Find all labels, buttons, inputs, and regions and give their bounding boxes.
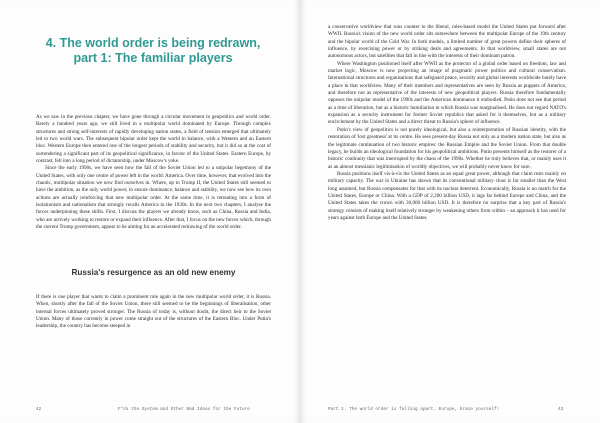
paragraph: If there is one player that wants to claim a prominent role again in the new multipolar world order, it is Russia. When, shortly after the fall of the Soviet Union, there still seemed to be the beginnings of liberalisation, other internal forces ultimately proved stronger. The Russia of today is, without doubt, the direct heir to the Soviet Union. Many of those currently in power come straight out of the structures of the Eastern Bloc. Under Putin's leadership, the country has become steeped in — [36, 294, 271, 330]
paragraph: Putin's view of geopolitics is not purely ideological, but also a reinterpretation of Russian identity, with the restoration of 'lost greatness' at its centre. He sees present-day Russia not only as a modern nation state, but also as the legitimate continuation of two historic empires: the Russian Empire and the Soviet Union. From that double legacy, he builds an ideological foundation for his geopolitical ambitions. Putin presents himself as the restorer of a historic continuity that was interrupted by the chaos of the 1990s. Whether he truly believes that, or mainly uses it as an almost messianic legitimisation of worldly objectives, we will probably never know for sure. — [328, 126, 566, 170]
chapter-title-line-1: 4. The world order is being redrawn, — [45, 36, 261, 50]
paragraph: Russia positions itself vis-à-vis the United States as an equal great power, although that claim rests mainly on military capacity. The war in Ukraine has shown that its conventional military clout is far smaller than the West long assumed, but Russia compensates for that with its nuclear deterrent. Economically, Russia is no match for the United States, Europe or China. With a GDP of 2,200 billion USD, it lags far behind Europe and China, and the United States takes the crown with 30,000 billion USD. It is therefore no surprise that a key part of Russia's strategy consists of making itself relatively stronger by weakening others from within – an approach it has used for years against both Europe and the United States. — [328, 170, 566, 221]
right-page — [300, 0, 600, 423]
section-body-text — [36, 294, 271, 331]
paragraph: As we saw in the previous chapter, we have gone through a circular movement in geopolitics and world order. Barely a hundred years ago, we still lived in a multipolar world dominated by Europe. Through complex structures and strong self-interests of rapidly developing nation states, a field of tension emerged that ultimately led to two world wars. The subsequent bipolar order kept the world in balance, with a Western and an Eastern bloc. Western Europe then entered one of the longest periods of stability and security, but it did so at the cost of surrendering a significant part of its geopolitical significance, in favour of the United States. Eastern Europe, by contrast, fell into a long period of dictatorship, under Moscow's yoke. — [36, 114, 271, 165]
paragraph: Where Washington positioned itself after WWII as the protector of a global order based on freedom, law and market logic, Moscow is now projecting an image of pragmatic power politics and cultural conservatism. International structures and organisations that safeguard peace, security and global interests worldwide barely have a place in that worldview. Many of their members and representatives are seen by Russia as puppets of America, and therefore not as representative of the interests of new geopolitical players. Russia therefore fundamentally opposes the unipolar model of the 1990s and the American dominance it embodied. Putin does not see that period as a time of liberation, but as a historic humiliation in which Russia was marginalised. He does not regard NATO's expansion as a security instrument for former Soviet republics that asked for it themselves, but as a military encirclement by the United States and a direct threat to Russia's sphere of influence. — [328, 60, 566, 126]
page-number-right: 43 — [558, 407, 564, 412]
running-footer-left: F*ck the System and Other Bad Ideas for the Future — [118, 407, 250, 412]
chapter-title-line-2: part 1: The familiar players — [73, 51, 233, 65]
page-number-left: 42 — [36, 407, 42, 412]
section-heading: Russia's resurgence as an old new enemy — [71, 268, 236, 277]
running-footer-right: Part 1. The world order is falling apart. Europe, brace yourself! — [328, 407, 500, 412]
right-body-text — [328, 24, 566, 222]
left-body-text — [36, 114, 271, 232]
paragraph: Since the early 1990s, we have seen how the fall of the Soviet Union led to a unipolar hegemony of the United States, with only one centre of power left in the world: America. Over time, however, that evolved into the chaotic, multipolar situation we now find ourselves in. Where, up to Trump II, the United States still seemed to have the ambition, as the only world power, to ensure dominance, balance and stability, we now see how its own actions are actually reinforcing that new multipolar order. At the same time, it is retreating into a form of isolationism and nationalism that strongly recalls America in the 1930s. In the next two chapters, I analyse the forces underpinning these shifts. First, I discuss the players we already know, such as China, Russia and India, who are actively working to restore or expand their influence. After that, I focus on the new forces which, through the current Trump government, appear to be aiming for an accelerated redrawing of the world order. — [36, 165, 271, 231]
paragraph: a conservative worldview that runs counter to the liberal, rules-based model the United States put forward after WWII. Russia's vision of the new world order sits somewhere between the multipolar Europe of the 19th century and the bipolar world of the Cold War. In both models, a limited number of great powers define their spheres of influence, by exercising power or by striking deals and agreements. In that worldview, small states are not autonomous actors, but satellites that fall in line with the interests of their dominant patron. — [328, 24, 566, 60]
chapter-title — [36, 36, 270, 66]
